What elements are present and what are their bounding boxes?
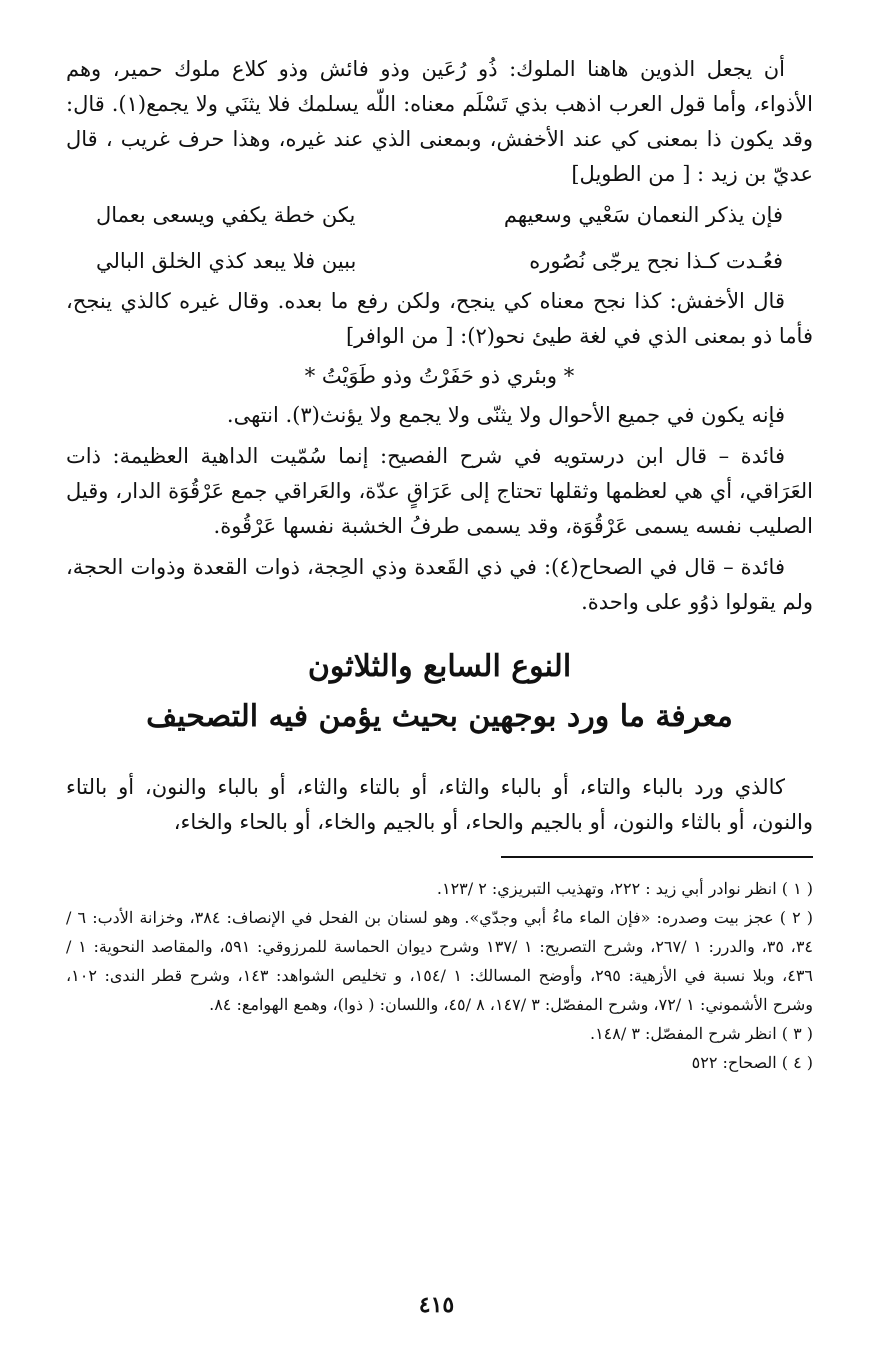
footnote-3: ( ٣ ) انظر شرح المفصّل: ٣ /١٤٨. bbox=[589, 1024, 813, 1043]
footnote-divider bbox=[501, 856, 813, 858]
verse-2-first-hemistich: فعُـدت كـذا نجح يرجّى نُصُوره bbox=[529, 249, 783, 273]
verse-2-second-hemistich: ببين فلا يبعد كذي الخلق البالي bbox=[96, 249, 357, 273]
paragraph-benefit-durustawayh: فائدة – قال ابن درستويه في شرح الفصيح: إنما سُمّيت الداهية العظيمة: ذات العَرَاقي، أي هي لعظمها وثقلها تحتاج إلى عَرَاقٍ عدّة، والعَراقي جمع عَرْقُوَة الدار، وقيل الصليب نفسه يسمى عَرْقُوَة، وقد يسمى طرفُ الخشبة نفسها عَرْقُوة. bbox=[66, 444, 813, 538]
paragraph-conclusion: فإنه يكون في جميع الأحوال ولا يثنّى ولا يجمع ولا يؤنث(٣). انتهى. bbox=[226, 403, 785, 427]
poem-verse-1 bbox=[66, 192, 813, 238]
verse-1-second-hemistich: يكن خطة يكفي ويسعى بعمال bbox=[96, 203, 356, 227]
poem-hemistich: * وبئري ذو حَفَرْتُ وذو طَوَيْتُ * bbox=[304, 364, 575, 388]
section-heading bbox=[66, 642, 813, 742]
footnote-1: ( ١ ) انظر نوادر أبي زيد : ٢٢٢، وتهذيب التبريزي: ٢ /١٢٣. bbox=[436, 879, 813, 898]
paragraph-benefit-sihah: فائدة – قال في الصحاح(٤): في ذي القَعدة وذي الحِجة، ذوات القعدة وذوات الحجة، ولم يقولوا ذوُو على واحدة. bbox=[66, 555, 813, 614]
page-number: ٤١٥ bbox=[418, 1292, 455, 1318]
poem-verse-2 bbox=[66, 238, 813, 284]
paragraph-section-intro: كالذي ورد بالباء والتاء، أو بالباء والثاء، أو بالتاء والثاء، أو بالباء والنون، أو بالتاء والنون، أو بالثاء والنون، أو بالجيم والحاء، أو بالجيم والخاء، أو بالحاء والخاء، bbox=[66, 775, 813, 834]
section-subtitle: معرفة ما ورد بوجهين بحيث يؤمن فيه التصحيف bbox=[146, 699, 733, 734]
paragraph-akhfash: قال الأخفش: كذا نجح معناه كي ينجح، ولكن رفع ما بعده. وقال غيره كالذي ينجح، فأما ذو بمعنى الذي في لغة طيئ نحو(٢): [ من الوافر] bbox=[66, 289, 813, 348]
footnote-2: ( ٢ ) عجز بيت وصدره: «فإن الماء ماءُ أبي وجدّي». وهو لسنان بن الفحل في الإنصاف: ٣٨٤، وخزانة الأدب: ٦ /٣٤، ٣٥، والدرر: ١ /٢٦٧، وشرح التصريح: ١ /١٣٧ وشرح ديوان الحماسة للمرزوقي: ٥٩١، والمقاصد النحوية: ١ /٤٣٦، وبلا نسبة في الأزهية: ٢٩٥، وأوضح المسالك: ١ /١٥٤، و تخليص الشواهد: ١٤٣، وشرح قطر الندى: ١٠٢، وشرح الأشموني: ١ /٧٢، وشرح المفصّل: ٣ /١٤٧، ٨ /٤٥، واللسان: ( ذوا)، وهمع الهوامع: ٨٤. bbox=[66, 908, 814, 1014]
verse-1-first-hemistich: فإن يذكر النعمان سَعْيي وسعيهم bbox=[503, 203, 783, 227]
footnote-4: ( ٤ ) الصحاح: ٥٢٢ bbox=[691, 1053, 813, 1072]
section-title: النوع السابع والثلاثون bbox=[307, 649, 572, 684]
paragraph-dhu-meaning: أن يجعل الذوين هاهنا الملوك: ذُو رُعَين وذو فائش وذو كلاع ملوك حمير، وهم الأذواء، وأما قول العرب اذهب بذي تَسْلَم معناه: اللّه يسلمك فلا يثنَي ولا يجمع(١). قال: وقد يكون ذا بمعنى كي عند الأخفش، وبمعنى الذي عند غيره، وهذا حرف غريب ، قال عديّ بن زيد : [ من الطويل] bbox=[66, 57, 814, 186]
footnotes bbox=[66, 874, 813, 1077]
